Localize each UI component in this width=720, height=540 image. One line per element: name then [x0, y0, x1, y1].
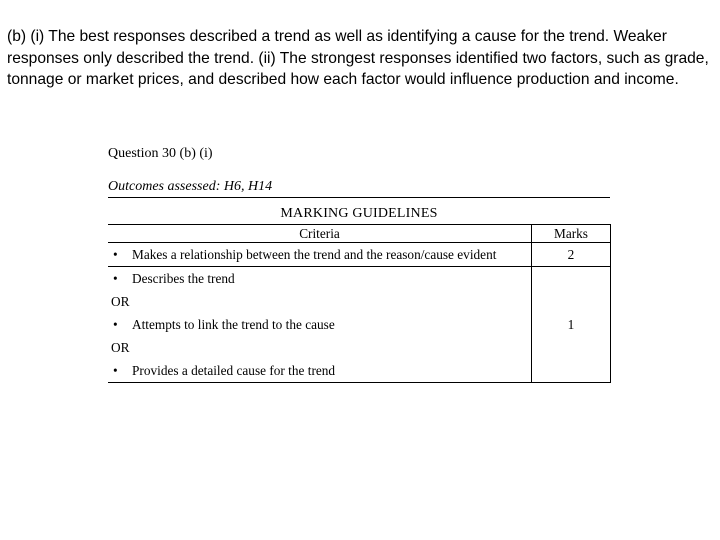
- marks-value: 2: [567, 247, 575, 262]
- marks-header: Marks: [532, 225, 611, 243]
- intro-paragraph: (b) (i) The best responses described a trend as well as identifying a cause for the trend. Weaker responses only described the trend. (ii) The strongest responses identified two factors, such as grade, tonnage or market prices, and described how each factor would influence production and income.: [7, 28, 709, 88]
- criteria-cell: [108, 243, 532, 267]
- or-separator: OR: [111, 340, 130, 355]
- question-label: Question 30 (b) (i): [108, 146, 213, 161]
- criterion-item: [108, 243, 531, 266]
- marks-cell: [532, 243, 611, 267]
- criterion-item: [108, 267, 531, 290]
- marking-guidelines-heading: MARKING GUIDELINES: [280, 206, 438, 221]
- or-separator: OR: [111, 294, 130, 309]
- bullet-icon: •: [113, 271, 118, 286]
- criterion-item: [108, 313, 531, 336]
- divider-rule: [108, 197, 610, 198]
- criterion-item: [108, 359, 531, 382]
- criteria-cell: [108, 267, 532, 383]
- criterion-text: Attempts to link the trend to the cause: [132, 317, 335, 332]
- criterion-text: Provides a detailed cause for the trend: [132, 363, 336, 378]
- criterion-text: Makes a relationship between the trend and the reason/cause evident: [132, 247, 497, 262]
- table-row: [108, 243, 611, 267]
- bullet-icon: •: [113, 247, 118, 262]
- outcomes-assessed: Outcomes assessed: H6, H14: [108, 179, 273, 194]
- marking-guidelines-table: [108, 224, 611, 383]
- criterion-text: Describes the trend: [132, 271, 235, 286]
- marks-cell: 1: [532, 267, 611, 383]
- table-header-row: [108, 225, 611, 243]
- criteria-header: Criteria: [108, 225, 532, 243]
- table-row: [108, 267, 611, 383]
- bullet-icon: •: [113, 317, 118, 332]
- bullet-icon: •: [113, 363, 118, 378]
